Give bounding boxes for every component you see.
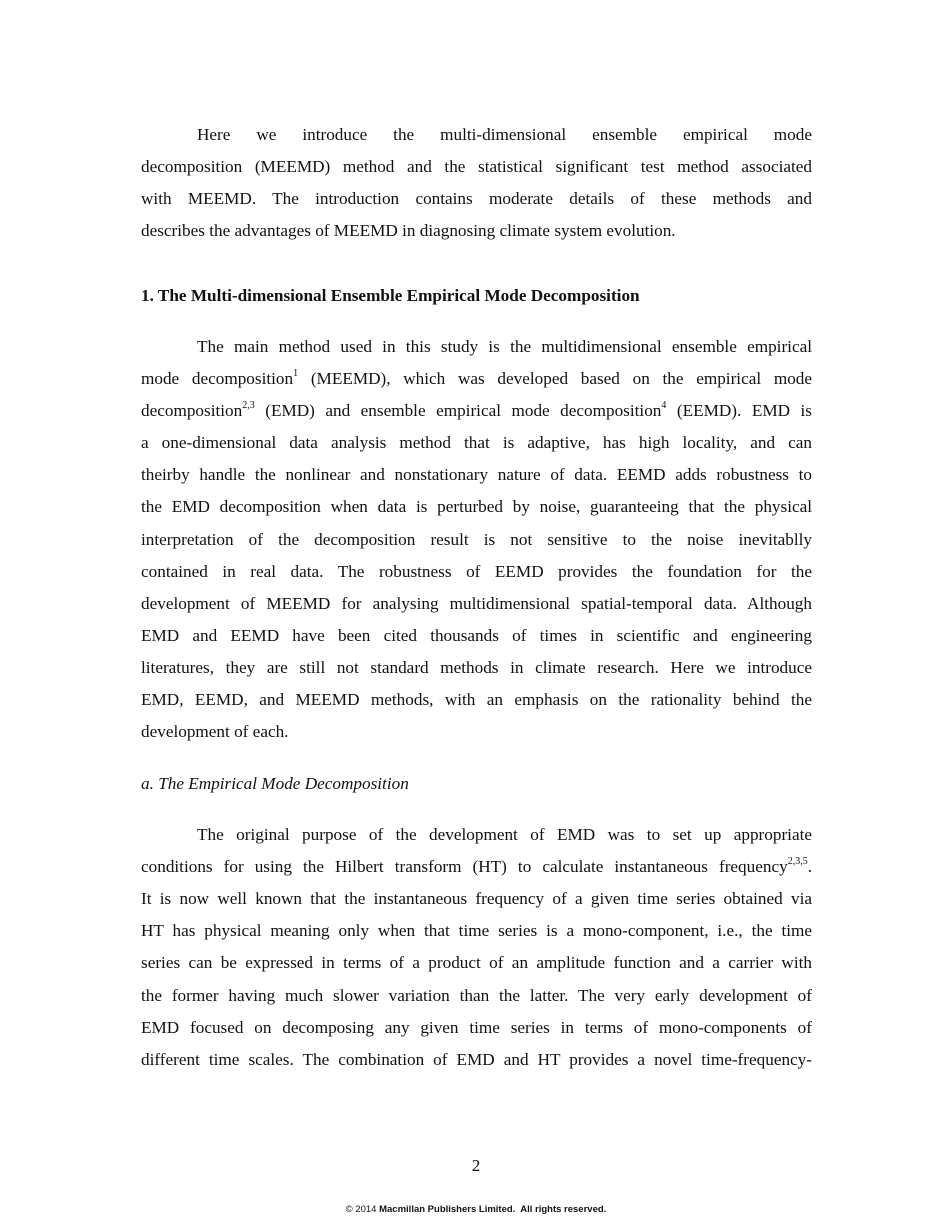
- text-segment: .: [807, 857, 812, 876]
- section1-line-8: contained in real data. The robustness of EEMD provides the foundation for the: [141, 562, 812, 581]
- subsection-heading: a. The Empirical Mode Decomposition: [141, 774, 409, 793]
- section1-line-4: a one-dimensional data analysis method that is adaptive, has high locality, and can: [141, 433, 812, 452]
- copyright-text: Macmillan Publishers Limited. All rights reserved.: [379, 1204, 607, 1215]
- section1-line-12: EMD, EEMD, and MEEMD methods, with an emphasis on the rationality behind the: [141, 690, 812, 709]
- section1-line-5: theirby handle the nonlinear and nonstationary nature of data. EEMD adds robustness to: [141, 465, 812, 484]
- section1-line-2: [141, 368, 812, 390]
- text-segment: (EMD) and ensemble empirical mode decomposition: [254, 401, 662, 420]
- section1-line-6: the EMD decomposition when data is perturbed by noise, guaranteeing that the physical: [141, 497, 812, 516]
- subsection-a-line-4: HT has physical meaning only when that time series is a mono-component, i.e., the time: [141, 921, 812, 940]
- copyright-symbol: ©: [345, 1204, 353, 1215]
- intro-line-2: decomposition (MEEMD) method and the statistical significant test method associated: [141, 157, 812, 176]
- section1-line-1: The main method used in this study is the multidimensional ensemble empirical: [197, 337, 812, 356]
- copyright-year: 2014: [355, 1204, 377, 1215]
- section1-line-11: literatures, they are still not standard methods in climate research. Here we introduce: [141, 658, 812, 677]
- intro-line-1: Here we introduce the multi-dimensional ensemble empirical mode: [197, 125, 812, 144]
- text-segment: conditions for using the Hilbert transform (HT) to calculate instantaneous frequency: [141, 857, 788, 876]
- section1-line-7: interpretation of the decomposition result is not sensitive to the noise inevitablly: [141, 530, 812, 549]
- subsection-a-line-1: The original purpose of the development of EMD was to set up appropriate: [197, 825, 812, 844]
- section1-line-13: development of each.: [141, 722, 289, 741]
- text-segment: mode decomposition: [141, 369, 294, 388]
- copyright-notice: [0, 1204, 952, 1216]
- intro-line-4: describes the advantages of MEEMD in diagnosing climate system evolution.: [141, 221, 676, 240]
- subsection-a-line-3: It is now well known that the instantaneous frequency of a given time series obtained via: [141, 889, 812, 908]
- section1-line-9: development of MEEMD for analysing multidimensional spatial-temporal data. Although: [141, 594, 812, 613]
- text-segment: decomposition: [141, 401, 243, 420]
- subsection-a-line-2: [141, 856, 812, 878]
- subsection-a-line-7: EMD focused on decomposing any given time series in terms of mono-components of: [141, 1018, 812, 1037]
- text-segment: (MEEMD), which was developed based on the empirical mode: [298, 369, 813, 388]
- citation-superscript: 2,3: [242, 400, 255, 412]
- citation-superscript: 1: [293, 368, 299, 380]
- subsection-a-line-5: series can be expressed in terms of a product of an amplitude function and a carrier with: [141, 953, 812, 972]
- subsection-a-line-6: the former having much slower variation than the latter. The very early development of: [141, 986, 812, 1005]
- text-segment: (EEMD). EMD is: [666, 401, 812, 420]
- subsection-a-line-8: different time scales. The combination of EMD and HT provides a novel time-frequency-: [141, 1050, 812, 1069]
- citation-superscript: 4: [661, 400, 667, 412]
- section-heading: 1. The Multi-dimensional Ensemble Empirical Mode Decomposition: [141, 286, 640, 305]
- intro-line-3: with MEEMD. The introduction contains moderate details of these methods and: [141, 189, 812, 208]
- section1-line-3: [141, 400, 812, 422]
- section1-line-10: EMD and EEMD have been cited thousands of times in scientific and engineering: [141, 626, 812, 645]
- page-number: 2: [471, 1156, 481, 1175]
- citation-superscript: 2,3,5: [787, 856, 808, 868]
